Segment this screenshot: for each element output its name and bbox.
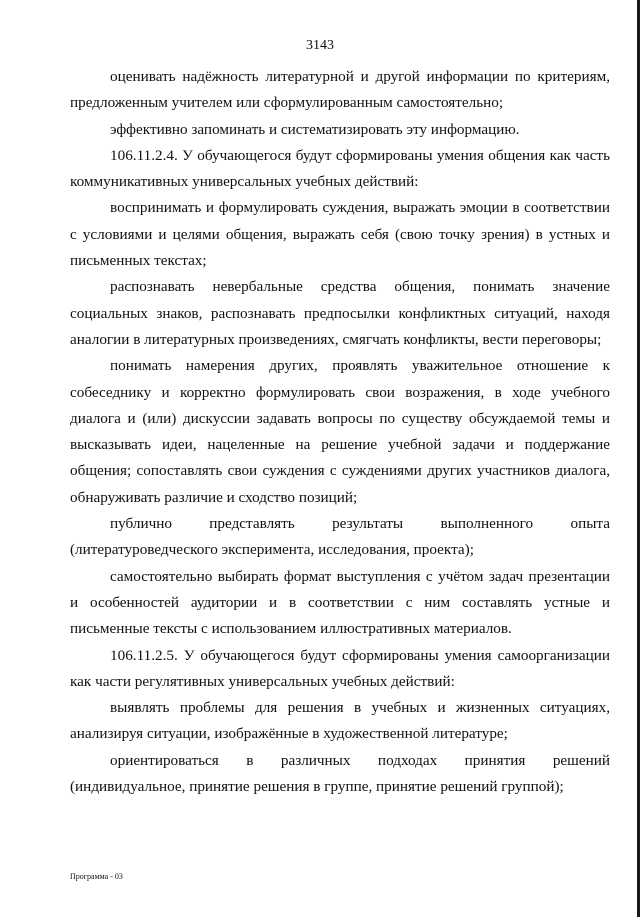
body-text xyxy=(70,64,610,800)
paragraph: публично представлять результаты выполненного опыта (литературоведческого эксперимента, исследования, проекта); xyxy=(70,515,610,559)
paragraph: воспринимать и формулировать суждения, выражать эмоции в соответствии с условиями и целями общения, выражать себя (свою точку зрения) в устных и письменных текстах; xyxy=(70,199,610,270)
paragraph: ориентироваться в различных подходах принятия решений (индивидуальное, принятие решения в группе, принятие решений группой); xyxy=(70,751,610,796)
paragraph: эффективно запоминать и систематизировать эту информацию. xyxy=(110,120,520,138)
footer-program-label: Программа - 03 xyxy=(70,872,123,881)
paragraph: понимать намерения других, проявлять уважительное отношение к собеседнику и корректно формулировать свои возражения, в ходе учебного диалога и (или) дискуссии задавать вопросы по существу обсуждаемой темы и высказывать идеи, нацеленные на решение учебной задачи и поддержание общения; сопоставлять свои суждения с суждениями других участников диалога, обнаруживать различие и сходство позиций; xyxy=(70,357,610,506)
paragraph: оценивать надёжность литературной и другой информации по критериям, предложенным учителем или сформулированным самостоятельно; xyxy=(70,68,610,112)
paragraph: самостоятельно выбирать формат выступления с учётом задач презентации и особенностей аудитории и в соответствии с ним составлять устные и письменные тексты с использованием иллюстративных материалов. xyxy=(70,567,610,638)
page-number: 3143 xyxy=(306,38,334,53)
paragraph: выявлять проблемы для решения в учебных и жизненных ситуациях, анализируя ситуации, изображённые в художественной литературе; xyxy=(70,699,610,743)
paragraph: распознавать невербальные средства общения, понимать значение социальных знаков, распознавать предпосылки конфликтных ситуаций, находя аналогии в литературных произведениях, смягчать конфликты, вести переговоры; xyxy=(70,278,610,348)
paragraph: 106.11.2.5. У обучающегося будут сформированы умения самоорганизации как части регулятивных универсальных учебных действий: xyxy=(70,646,610,690)
paragraph: 106.11.2.4. У обучающегося будут сформированы умения общения как часть коммуникативных универсальных учебных действий: xyxy=(70,146,610,191)
